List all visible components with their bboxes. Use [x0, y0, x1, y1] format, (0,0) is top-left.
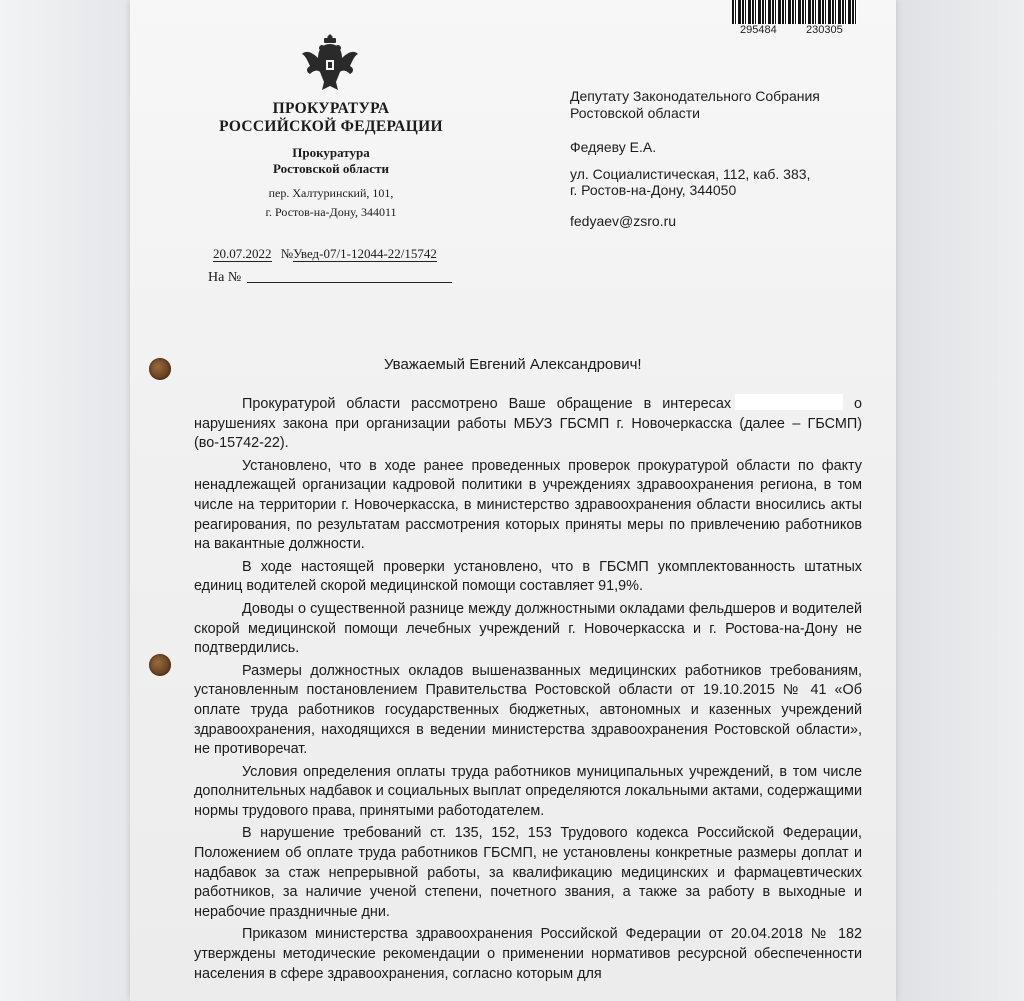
recipient-email: fedyaev@zsro.ru — [570, 213, 677, 229]
paragraph: Доводы о существенной разнице между должностными окладами фельдшеров и водителей скорой медицинской помощи лечебных учреждений г. Новочеркасска и г. Ростова-на-Дону не подтвердились. — [194, 600, 862, 657]
punch-hole-top — [149, 358, 171, 380]
paragraph: В нарушение требований ст. 135, 152, 153 Трудового кодекса Российской Федерации, Положением об оплате труда работников ГБСМП, не установлены конкретные размеры доплат и надбавок за стаж непрерывной работы, за квалификацию медицинских и фармацевтических работников, за наличие ученой степени, почетного звания, а также за работу в выходные и нерабочие праздничные дни. — [194, 825, 862, 920]
paragraph: Прокуратурой области рассмотрено Ваше обращение в интересах о нарушениях закона при организации работы МБУЗ ГБСМП г. Новочеркасска (далее – ГБСМП) (во-15742-22). — [194, 396, 862, 452]
paragraph: Условия определения оплаты труда работников муниципальных учреждений, в том числе дополнительных надбавок и социальных выплат определяются локальными актами, содержащими нормы трудового права, принятыми работодателем. — [194, 763, 862, 819]
org-line-2: РОССИЙСКОЙ ФЕДЕРАЦИИ — [219, 118, 443, 135]
redaction-box — [735, 394, 843, 410]
salutation: Уважаемый Евгений Александрович! — [384, 356, 642, 373]
sender-address — [200, 184, 462, 222]
paragraph: В ходе настоящей проверки установлено, что в ГБСМП укомплектованность штатных единиц водителей скорой медицинской помощи составляет 91,9%. — [194, 558, 862, 595]
background-right — [896, 0, 1024, 1001]
sender-address-line-2: г. Ростов-на-Дону, 344011 — [265, 205, 397, 219]
sender-organization — [200, 100, 462, 136]
reference-number-blank — [247, 282, 452, 283]
punch-hole-bottom — [149, 654, 171, 676]
recipient-title-line-2: Ростовской области — [570, 105, 700, 121]
letter-body — [194, 394, 862, 984]
recipient-name: Федяеву Е.А. — [570, 139, 657, 155]
org-line-1: ПРОКУРАТУРА — [272, 100, 390, 117]
coat-of-arms-emblem — [300, 30, 360, 94]
recipient-address-line-1: ул. Социалистическая, 112, каб. 383, — [570, 166, 811, 182]
recipient-title-line-1: Депутату Законодательного Собрания — [570, 88, 820, 104]
barcode-number-left: 295484 — [740, 24, 777, 36]
recipient-address-line-2: г. Ростов-на-Дону, 344050 — [570, 182, 737, 198]
paragraph: Размеры должностных окладов вышеназванных медицинских работников требованиям, установленным постановлением Правительства Ростовской области от 19.10.2015 № 41 «Об оплате труда работников государственных бюджетных, автономных и казенных учреждений здравоохранения, находящихся в ведении министерства здравоохранения Ростовской области», не противоречат. — [194, 662, 862, 758]
registration-date: 20.07.2022 — [213, 246, 272, 261]
barcode-number-right: 230305 — [806, 24, 843, 36]
sub-org-line-1: Прокуратура — [292, 145, 370, 160]
reference-number-label: На № — [208, 270, 242, 285]
sender-sub-organization — [200, 145, 462, 177]
registration-number-label: № — [280, 246, 294, 261]
reference-number-field — [208, 270, 452, 286]
registration-line — [213, 246, 437, 262]
registration-number: Увед-07/1-12044-22/15742 — [293, 246, 437, 261]
background-left — [0, 0, 130, 1001]
paragraph: Приказом министерства здравоохранения Российской Федерации от 20.04.2018 № 182 утверждены методические рекомендации о применении нормативов ресурсной обеспеченности населения в сфере здравоохранения, согласно которым для — [194, 926, 862, 982]
sender-address-line-1: пер. Халтуринский, 101, — [268, 186, 394, 200]
barcode — [732, 0, 858, 24]
sub-org-line-2: Ростовской области — [273, 161, 389, 176]
paragraph: Установлено, что в ходе ранее проведенных проверок прокуратурой области по факту ненадлежащей организации кадровой политики в учреждениях здравоохранения региона, в том числе на территории г. Новочеркасска, в министерство здравоохранения области вносились акты реагирования, по результатам рассмотрения которых приняты меры по привлечению работников на вакантные должности. — [194, 457, 862, 553]
